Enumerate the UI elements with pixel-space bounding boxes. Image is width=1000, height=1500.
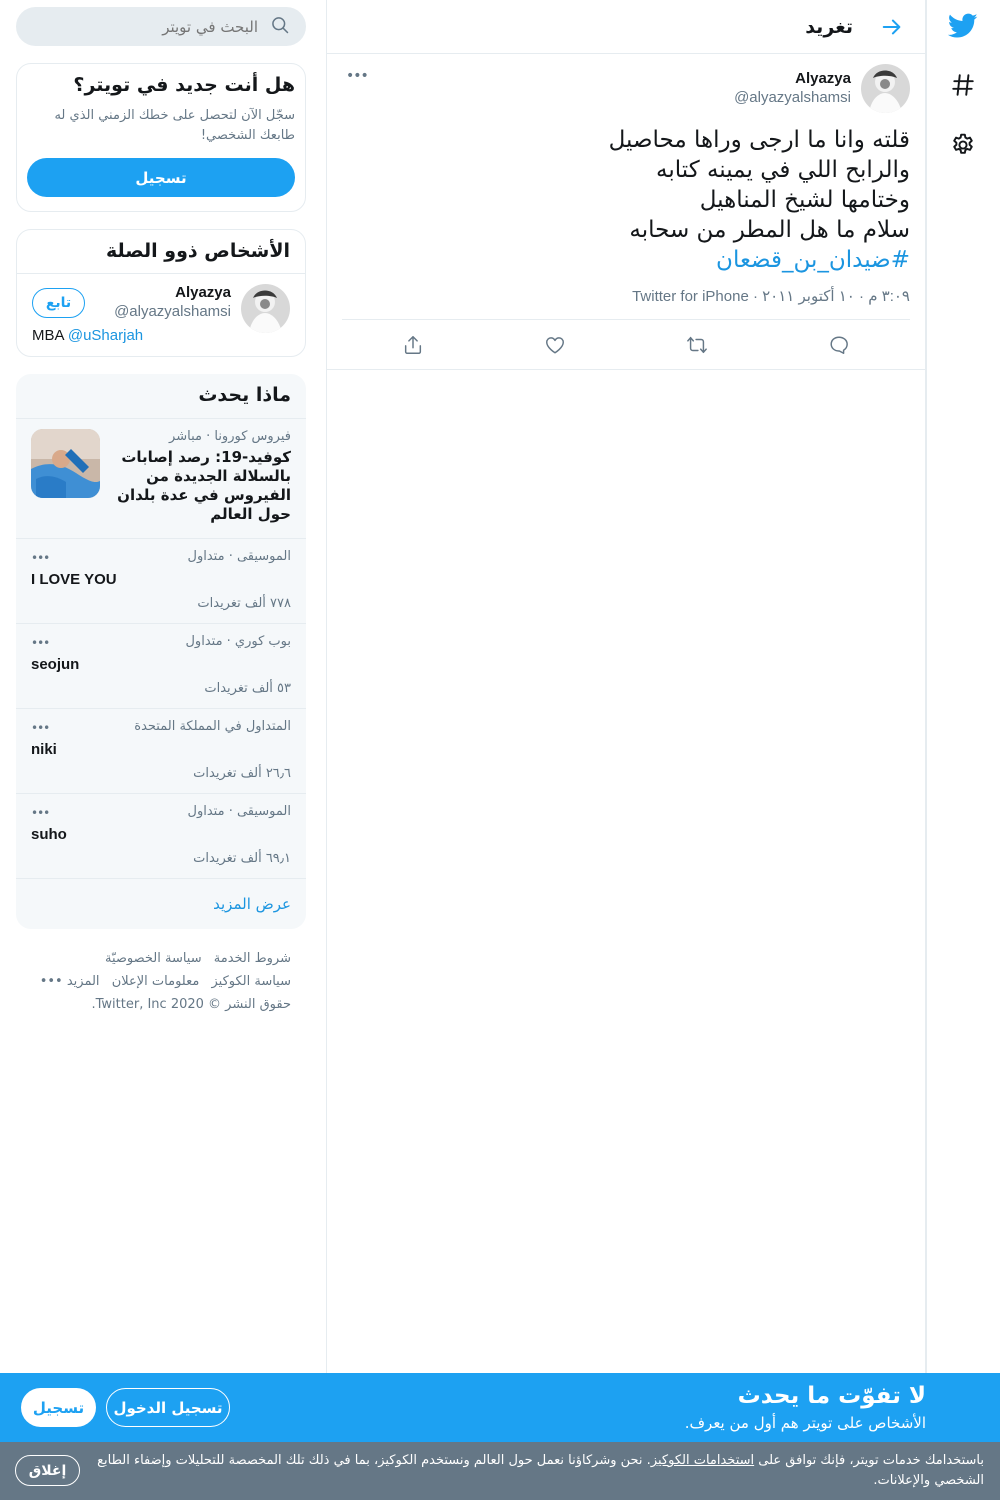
- signup-banner: [0, 1373, 1000, 1442]
- share-icon[interactable]: [393, 325, 433, 365]
- news-image: [31, 429, 100, 498]
- tweet-author: [734, 64, 851, 108]
- more-options-icon[interactable]: •••: [31, 806, 50, 820]
- author-handle[interactable]: @alyazyalshamsi: [734, 89, 851, 106]
- trend-item[interactable]: [16, 624, 306, 709]
- cookie-policy-link[interactable]: استخدامات الكوكيز: [650, 1453, 755, 1468]
- icon-rail: [926, 0, 1000, 1500]
- reply-icon[interactable]: [819, 325, 859, 365]
- trend-context: بوب كوري · متداول: [185, 634, 291, 649]
- tweet-text: [342, 125, 910, 275]
- tweet-header: [342, 64, 910, 113]
- trend-item[interactable]: [16, 539, 306, 624]
- tweet-timestamp[interactable]: ٣:٠٩ م · ١٠ أكتوبر ٢٠١١ · Twitter for iPhone: [342, 287, 910, 320]
- author-name[interactable]: Alyazya: [795, 70, 851, 87]
- trends-title: ماذا يحدث: [16, 374, 306, 419]
- banner-subtitle: الأشخاص على تويتر هم أول من يعرف.: [684, 1414, 926, 1432]
- trend-count: ٥٣ ألف تغريدات: [204, 681, 291, 696]
- tweet-line: وختامها لشيخ المناهيل: [699, 187, 910, 213]
- cookie-banner: [0, 1442, 1000, 1500]
- footer: [16, 947, 306, 1016]
- privacy-link[interactable]: سياسة الخصوصيّة: [104, 951, 202, 966]
- more-options-icon[interactable]: •••: [31, 721, 50, 735]
- more-link[interactable]: المزيد •••: [39, 974, 100, 989]
- gear-icon[interactable]: [938, 120, 988, 170]
- cookie-text-after: . نحن وشركاؤنا نعمل حول العالم ونستخدم الكوكيز، بما في ذلك تلك المخصصة للتحليلات وإضفاء الطابع الشخصي والإعلانات.: [97, 1453, 984, 1488]
- retweet-icon[interactable]: [677, 325, 717, 365]
- trend-name: I LOVE YOU: [31, 571, 117, 588]
- new-card-title: هل أنت جديد في تويتر؟: [73, 74, 295, 96]
- related-people-card: [16, 229, 306, 357]
- cookie-text-before: باستخدامك خدمات تويتر، فإنك توافق على: [754, 1453, 984, 1468]
- tweet-line: قلته وانا ما ارجى وراها محاصيل: [608, 127, 910, 153]
- close-button[interactable]: إغلاق: [15, 1455, 80, 1486]
- tweet-actions: [342, 320, 910, 369]
- trend-count: ٧٧٨ ألف تغريدات: [197, 596, 291, 611]
- hashtag-icon[interactable]: [938, 60, 988, 110]
- more-options-icon[interactable]: •••: [346, 68, 368, 84]
- avatar[interactable]: [861, 64, 910, 113]
- sidebar: [16, 0, 306, 1016]
- trend-item[interactable]: [16, 709, 306, 794]
- trend-count: ٢٦٫٦ ألف تغريدات: [193, 766, 291, 781]
- related-title: الأشخاص ذوو الصلة: [17, 230, 305, 274]
- trend-context: الموسيقى · متداول: [187, 804, 291, 819]
- signup-button[interactable]: تسجيل: [27, 158, 295, 197]
- new-card-text: سجّل الآن لتحصل على خطك الزمني الذي له طابعك الشخصي!: [54, 108, 295, 143]
- trend-name: seojun: [31, 656, 80, 673]
- avatar[interactable]: [241, 284, 290, 333]
- trend-item[interactable]: [16, 794, 306, 879]
- arrow-right-icon[interactable]: [873, 8, 911, 46]
- trend-context: المتداول في المملكة المتحدة: [134, 719, 291, 734]
- trend-context: الموسيقى · متداول: [187, 549, 291, 564]
- person-info: [114, 284, 231, 322]
- tweet-hashtag-link[interactable]: #ضيدان_بن_قضعان: [716, 247, 910, 273]
- related-person[interactable]: [17, 274, 305, 356]
- cookies-link[interactable]: سياسة الكوكيز: [211, 974, 291, 989]
- tweet: [327, 54, 925, 370]
- show-more-link[interactable]: عرض المزيد: [213, 895, 291, 913]
- new-to-twitter-card: [16, 63, 306, 212]
- news-text: [112, 429, 291, 528]
- news-title: كوفيد-19: رصد إصابات بالسلالة الجديدة من الفيروس في عدة بلدان حول العالم: [117, 448, 291, 523]
- ads-info-link[interactable]: معلومات الإعلان: [111, 974, 200, 989]
- trend-name: niki: [31, 741, 57, 758]
- person-name[interactable]: Alyazya: [175, 284, 231, 301]
- more-options-icon[interactable]: •••: [31, 636, 50, 650]
- bio-mention-link[interactable]: @uSharjah: [67, 327, 144, 344]
- search-icon: [270, 15, 290, 39]
- login-button[interactable]: تسجيل الدخول: [106, 1388, 230, 1427]
- tweet-line: سلام ما هل المطر من سحابه: [629, 217, 910, 243]
- banner-title: لا تفوّت ما يحدث: [737, 1383, 926, 1409]
- twitter-logo-icon[interactable]: [938, 1, 988, 51]
- news-item[interactable]: [16, 419, 306, 539]
- like-icon[interactable]: [535, 325, 575, 365]
- banner-signup-button[interactable]: تسجيل: [21, 1388, 96, 1427]
- search-input[interactable]: [58, 18, 258, 36]
- follow-button[interactable]: تابع: [32, 288, 85, 318]
- terms-link[interactable]: شروط الخدمة: [213, 951, 291, 966]
- tweet-line: والرابح اللي في يمينه كتابه: [656, 157, 910, 183]
- footer-row: [31, 970, 291, 993]
- person-handle[interactable]: @alyazyalshamsi: [114, 303, 231, 320]
- trend-name: suho: [31, 826, 67, 843]
- trend-count: ٦٩٫١ ألف تغريدات: [193, 851, 291, 866]
- person-bio: [32, 327, 143, 344]
- bio-text: MBA: [32, 327, 68, 344]
- main-header: [327, 0, 925, 54]
- main-column: [326, 0, 926, 1500]
- search-bar[interactable]: [16, 7, 306, 46]
- more-options-icon[interactable]: •••: [31, 551, 50, 565]
- page-title: تغريد: [805, 15, 853, 38]
- news-meta: فيروس كورونا · مباشر: [169, 429, 291, 444]
- footer-row: [31, 947, 291, 970]
- copyright: حقوق النشر © 2020 Twitter, Inc.: [91, 997, 291, 1012]
- cookie-text: [94, 1451, 984, 1491]
- trends-card: [16, 374, 306, 929]
